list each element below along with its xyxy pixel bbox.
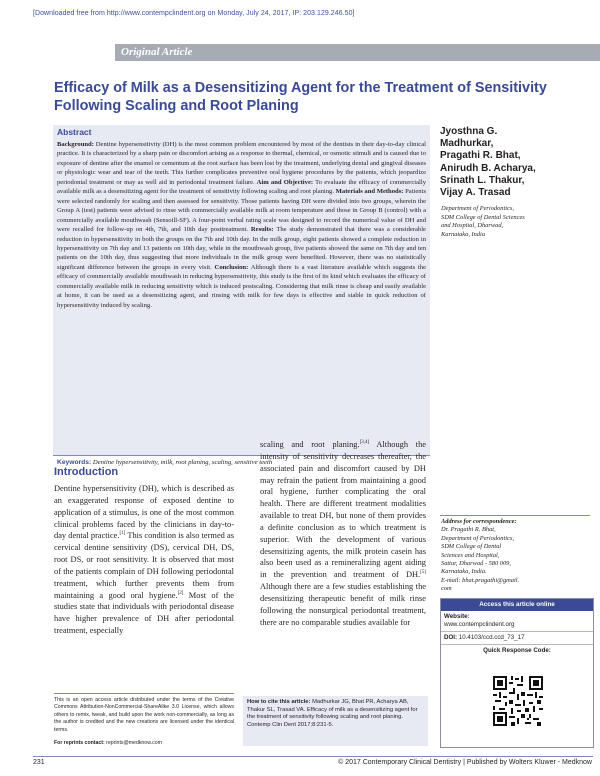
author-name: Pragathi R. Bhat, xyxy=(440,150,521,162)
doi-link[interactable]: 10.4103/ccd.ccd_73_17 xyxy=(458,634,525,641)
correspondence-line: Department of Periodontics, xyxy=(441,534,514,542)
results-text: The study demonstrated that there was a considerable reduction in hypersensitivity in both the groups on the 7th and 10th day. In the milk group, eight patients showed a complete reduction in hypersensitivity on 7th day and 13 patients on 10th day, while in the mouthwash group, five patients showed the same on 7th day and ten patients on the 10th day, thus suggesting that more individuals in the milk group were benefited. However, there was no statistically significant difference between the groups in every visit. xyxy=(57,226,426,271)
background-text: Dentine hypersensitivity (DH) is the most common problem encountered by most of the dentists in their day-to-day clinical practice. It is characterized by a sharp pain or discomfort arising as a response to thermal, chemical, or osmotic stimuli and is caused due to exposure of dentine after the enamel or cementum at the root surface has been lost by the treatment, underlying dental and gingival diseases or physiologic wear and tear of the teeth. This further complicates preventive oral hygiene procedures by the patients, which jeopardize periodontal treatment or may as well aid in periodontal treatment failure. xyxy=(57,141,426,186)
intro-text: Although the intensity of sensitivity decreases thereafter, the associated pain and discomfort caused by DH may refrain the patient from maintaining a good oral hygiene, further complicating the oral health. There are different treatment modalities available to treat DH, but none of them provides a definite conclusion as to which treatment is superior. With the development of various desensitizing agents, the milk protein casein has also been used as a remineralizing agent aiding in the prevention and treatment of DH. xyxy=(260,440,426,580)
correspondence-line: com xyxy=(441,585,452,593)
intro-text: scaling and root planing. xyxy=(260,440,360,449)
affiliation xyxy=(441,205,591,239)
intro-text: Although there are a few studies establishing the desensitizing therapeutic benefit of milk rinse following the nonsurgical periodontal treatment, there are no comparable studies available for xyxy=(260,582,426,627)
reprint-label: For reprints contact: xyxy=(54,740,105,746)
footer-copyright: © 2017 Contemporary Clinical Dentistry | Published by Wolters Kluwer - Medknow xyxy=(338,759,592,766)
correspondence-line: Dr. Pragathi R. Bhat, xyxy=(441,526,496,534)
correspondence-line: Karnataka, India. xyxy=(441,568,487,576)
intro-text: Most of the studies state that individuals with periodontal disease have higher prevalence of DH after periodontal treatment, especially xyxy=(54,590,234,636)
footer-divider xyxy=(33,756,593,757)
introduction-column-2 xyxy=(260,439,426,629)
introduction-column-1 xyxy=(54,483,234,637)
aim-text: To evaluate the efficacy of commercially available milk as a desensitizing agent for the treatment of sensitivity following scaling and root planing. xyxy=(57,178,426,196)
correspondence-divider xyxy=(440,515,590,516)
methods-text: Patients were selected randomly for scaling and then assessed for sensitivity. Those patients having DH were divided into two groups, wherein the Group A (test) patients were advised to rinse with commercially available milk at room temperature and those in Group B (control) with a commercially available mouthwash (Sensoill-SF). A four-point verbal rating scale was designed to record the numerical value of DH and were recalled for follow-up on 4th, 7th, and 10th day posttreatment. xyxy=(57,188,427,234)
abstract-heading: Abstract xyxy=(57,127,92,137)
intro-text: Dentine hypersensitivity (DH), which is described as an exaggerated response of exposed dentine to application of a stimulus, is one of the most common clinical problems faced by the clinicians in day-to-day dental practice. xyxy=(54,484,234,541)
correspondence-line: Sciences and Hospital, xyxy=(441,551,500,559)
citation-ref: [2] xyxy=(177,590,184,596)
aim-label: Aim and Objective: xyxy=(254,178,314,186)
license-divider xyxy=(54,693,234,694)
article-title xyxy=(54,79,579,115)
section-label: Original Article xyxy=(121,46,193,58)
keywords-text: Dentine hypersensitivity, milk, root planing, scaling, sensitive teeth xyxy=(91,459,273,466)
download-line: [Downloaded free from http://www.contempclindent.org on Monday, July 24, 2017, IP: 203.129.246.50] xyxy=(33,10,355,17)
intro-text: This condition is also termed as cervical dentine sensitivity (DS), cervical DH, DS, root DS, or root sensitivity. It is observed that most of the patients complain of DH following periodontal treatment, which further prevents them from maintaining a good oral hygiene. xyxy=(54,531,234,600)
reprint-contact xyxy=(54,740,162,746)
citation-ref: [5] xyxy=(420,570,426,576)
correspondence-block xyxy=(441,518,591,594)
author-name: Jyosthna G. xyxy=(440,126,498,137)
affiliation-line: Karnataka, India xyxy=(441,230,486,238)
author-name: Srinath L. Thakur, xyxy=(440,174,525,186)
affiliation-line: Department of Periodontics, xyxy=(441,205,514,212)
title-line-1: Efficacy of Milk as a Desensitizing Agent for the Treatment of Sensitivity xyxy=(54,80,547,96)
qr-label: Quick Response Code: xyxy=(483,647,551,654)
affiliation-line: SDM College of Dental Sciences xyxy=(441,213,525,221)
access-box xyxy=(440,598,594,748)
author-name: Madhurkar, xyxy=(440,138,494,150)
conclusion-text: Although there is a vast literature available which suggests the efficacy of commercially available mouthwash in reducing hypersensitivity, this study is the first of its kind which evaluates the efficacy of commercially available milk in reducing sensitivity which is induced postscaling. Considering that milk rinse is cheap and easily available at home, it can be used as a desensitizing agent, and rinsing with milk for few days is effective and stable in quick reduction of hypersensitivity induced by scaling. xyxy=(57,263,427,309)
access-divider xyxy=(441,644,593,645)
correspondence-line: SDM College of Dental xyxy=(441,543,502,551)
reprint-email[interactable]: reprints@medknow.com xyxy=(104,740,162,746)
conclusion-label: Conclusion: xyxy=(211,263,249,271)
page-number: 231 xyxy=(33,759,45,766)
abstract-text xyxy=(57,140,426,310)
keywords-label: Keywords: xyxy=(57,459,92,466)
citation-ref: [1] xyxy=(119,531,126,537)
website-link[interactable]: www.contempclindent.org xyxy=(444,621,515,628)
methods-label: Materials and Methods: xyxy=(334,188,404,196)
author-list xyxy=(440,126,590,199)
website-label: Website: xyxy=(444,613,470,620)
results-label: Results: xyxy=(248,226,274,234)
affiliation-line: and Hospital, Dharwad, xyxy=(441,222,504,229)
citation-text: How to cite this article: Madhurkar JG, Bhat PR, Acharya AB, Thakur SL, Trasad VA. Efficacy of milk as a desensitizing agent for the treatment of sensitivity following scaling and root planing. Contemp Clin Dent 2017;8:231-5. xyxy=(247,699,418,729)
doi-row xyxy=(444,634,590,642)
doi-label: DOI: xyxy=(444,634,458,641)
qr-code-icon[interactable] xyxy=(493,676,543,726)
background-label: Background: xyxy=(57,141,94,148)
license-text: This is an open access article distributed under the terms of the Creative Commons Attribution-NonCommercial-ShareAlike 3.0 License, which allows others to remix, tweak, and build upon the work non-commercially, as long as the author is credited and the new creations are licensed under the identical terms. xyxy=(54,697,234,733)
correspondence-line: Sattur, Dharwad - 580 009, xyxy=(441,560,511,568)
correspondence-heading: Address for correspondence: xyxy=(441,518,517,525)
access-divider xyxy=(441,631,593,632)
access-heading: Access this article online xyxy=(441,599,593,611)
author-name: Vijay A. Trasad xyxy=(440,187,511,199)
correspondence-line: E-mail: bhat.pragathi@gmail. xyxy=(441,576,520,584)
title-line-2: Following Scaling and Root Planing xyxy=(54,98,299,114)
citation-ref: [3,4] xyxy=(359,440,370,446)
introduction-heading: Introduction xyxy=(54,466,119,478)
citation-label: How to cite this article: xyxy=(247,699,311,705)
author-name: Anirudh B. Acharya, xyxy=(440,162,536,174)
